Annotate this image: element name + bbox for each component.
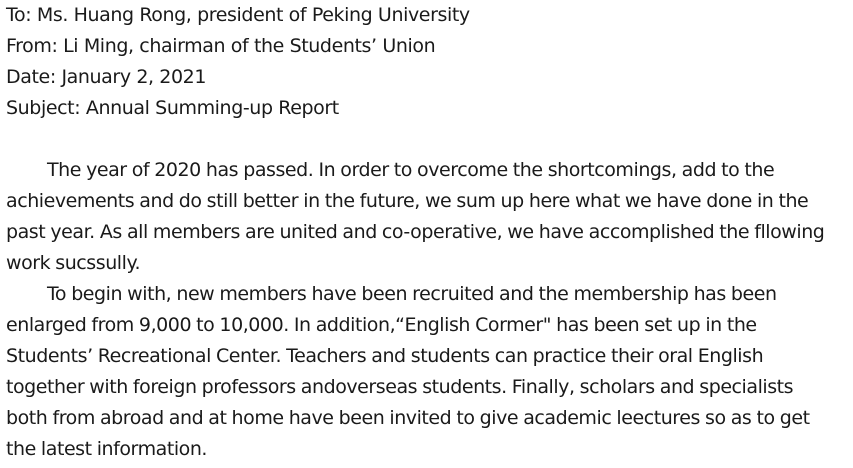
memo-from-line: From: Li Ming, chairman of the Students’ Union [6, 35, 436, 57]
memo-to-line: To: Ms. Huang Rong, president of Peking University [6, 4, 470, 26]
blank-line [6, 124, 848, 155]
memo-date-line: Date: January 2, 2021 [6, 66, 207, 88]
body-paragraph-1: The year of 2020 has passed. In order to overcome the shortcomings, add to the achievements and do still better in the future, we sum up here what we have done in the past year. As all members are united and co-operative, we have accomplished the fllowing work sucssully. [6, 159, 825, 274]
memo-document [6, 0, 848, 465]
body-paragraph-2: To begin with, new members have been recruited and the membership has been enlarged from 9,000 to 10,000. In addition,“English Cormer" has been set up in the Students’ Recreational Center. Teachers and students can practice their oral English together with foreign professors andoverseas students. Finally, scholars and specialists both from abroad and at home have been invited to give academic leectures so as to get the latest information. [6, 283, 810, 460]
memo-subject-line: Subject: Annual Summing-up Report [6, 97, 339, 119]
